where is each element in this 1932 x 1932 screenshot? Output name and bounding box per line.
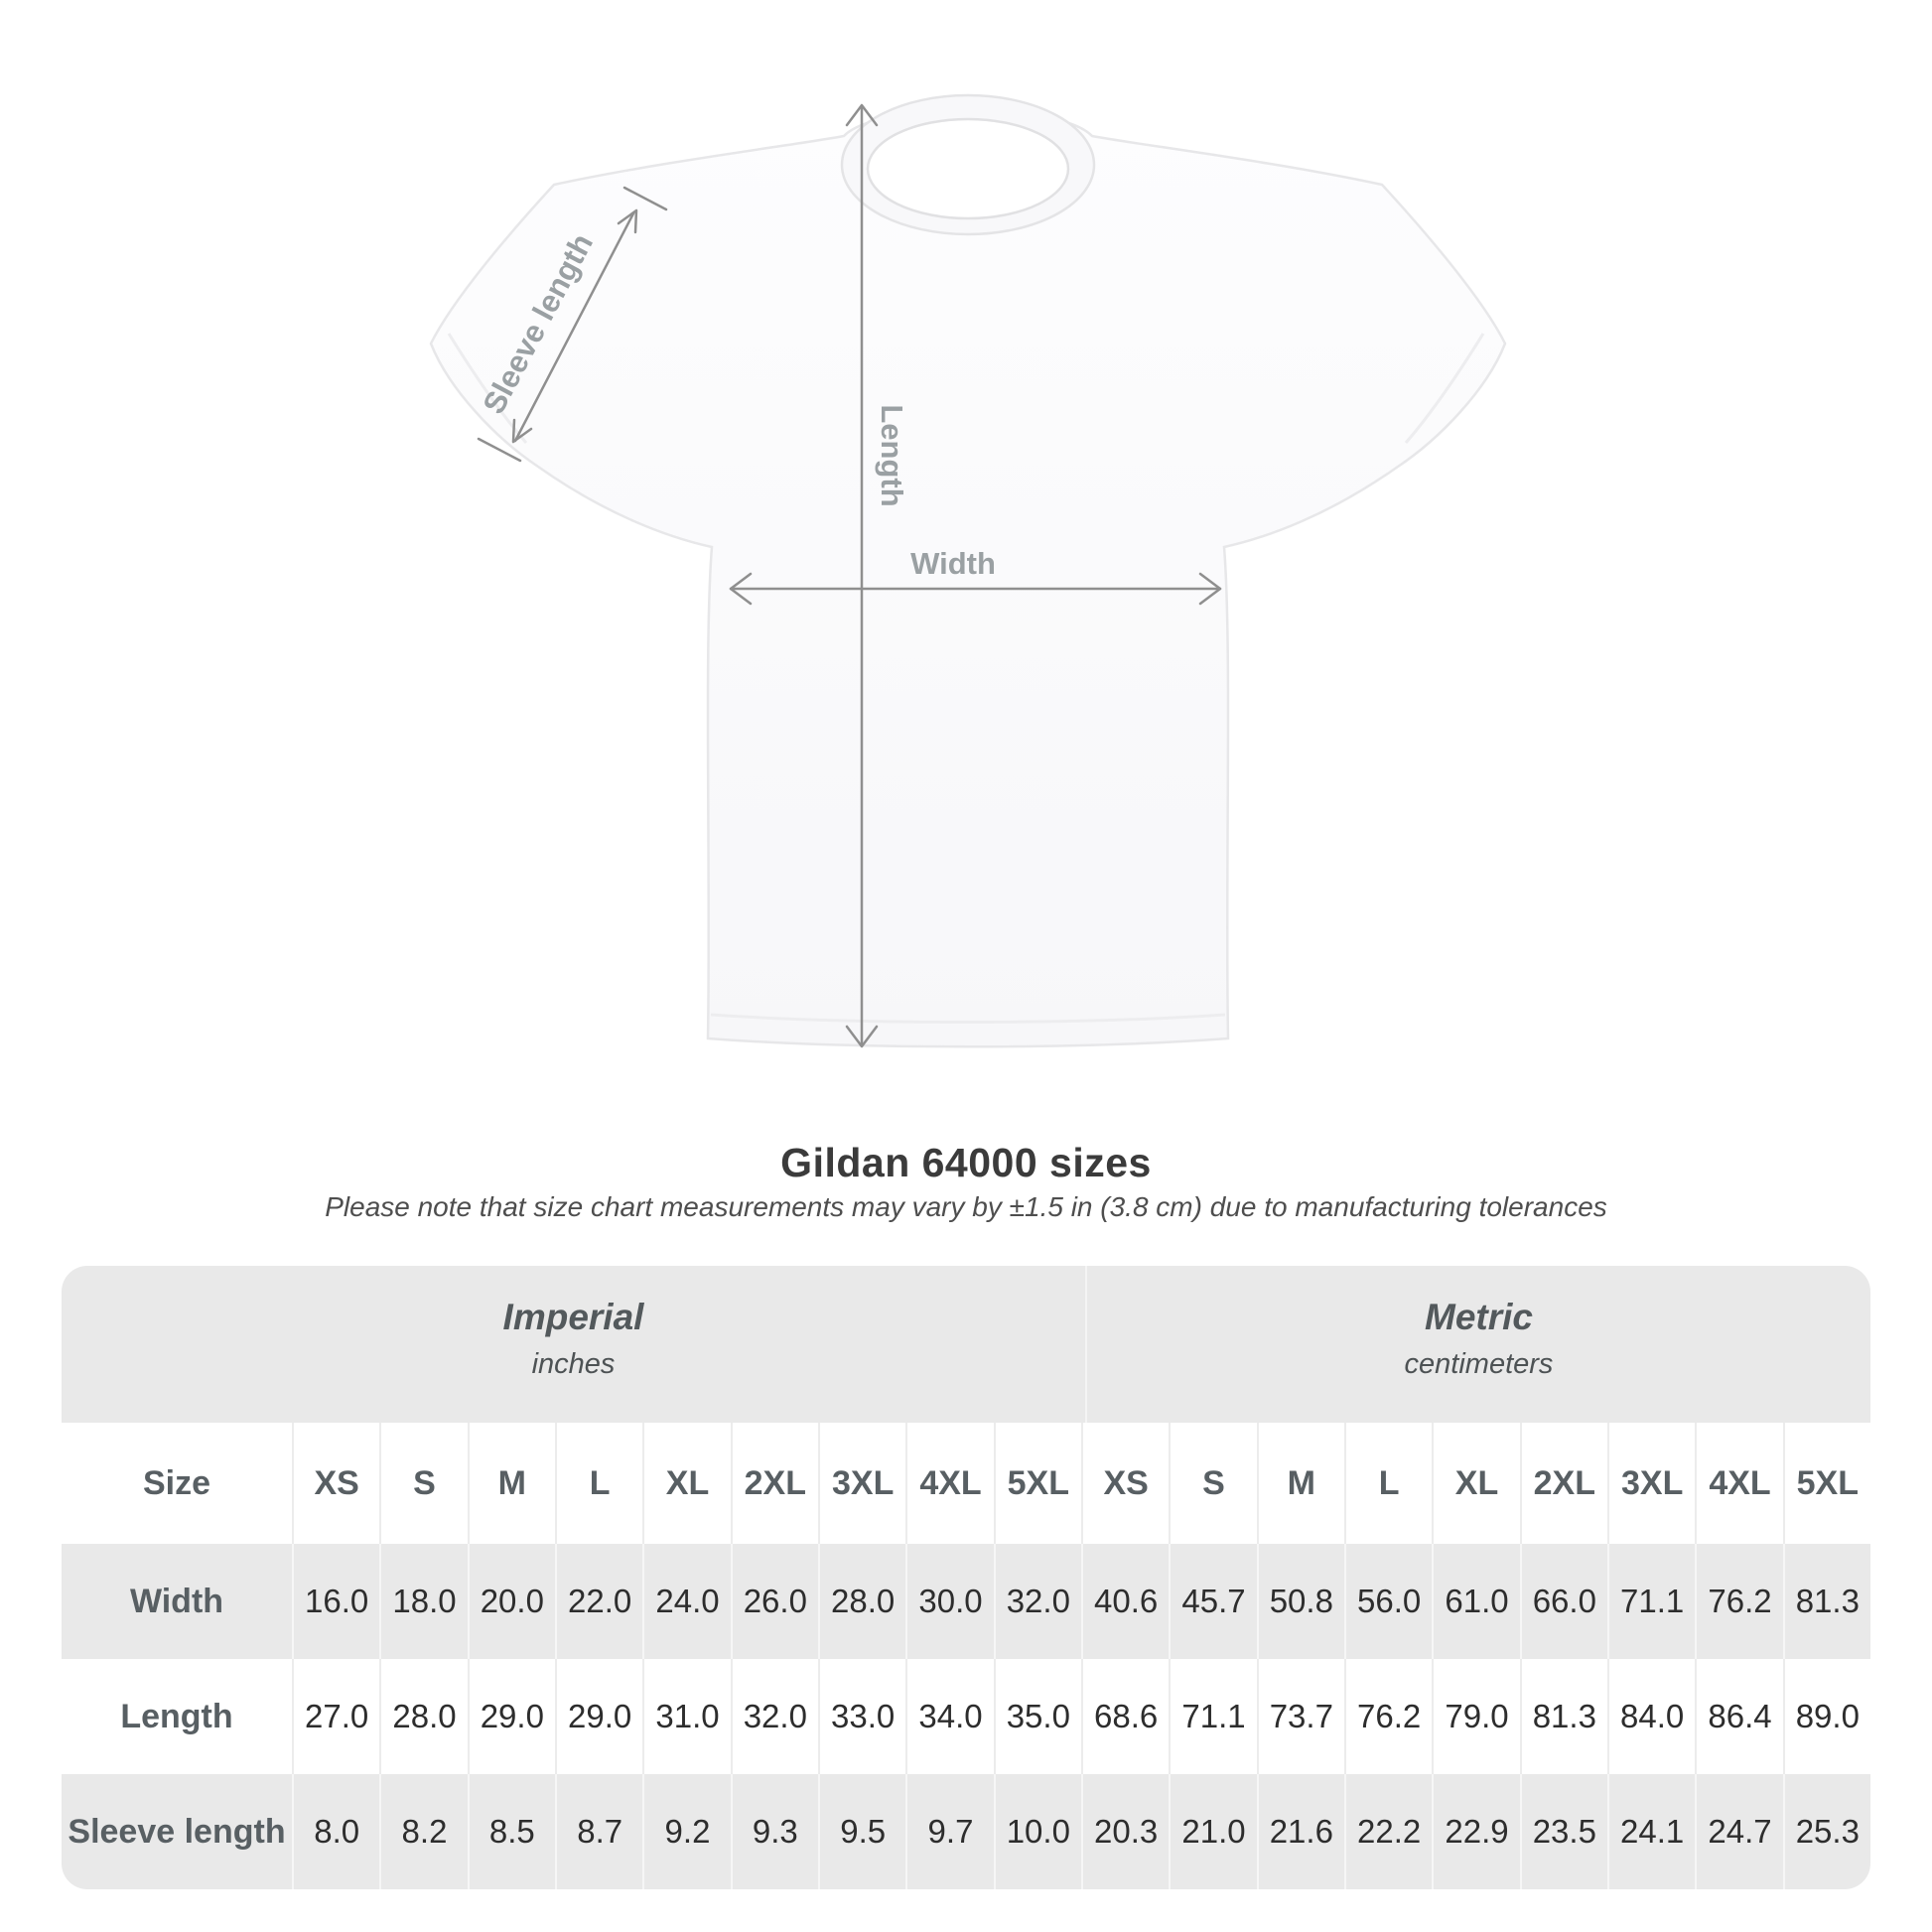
table-cell: 73.7 [1257, 1659, 1344, 1774]
size-col-imperial-3xl: 3XL [818, 1423, 905, 1544]
table-row-sleeve-length [62, 1774, 1870, 1889]
table-cell: 8.2 [379, 1774, 467, 1889]
table-cell: 29.0 [468, 1659, 555, 1774]
size-col-imperial-m: M [468, 1423, 555, 1544]
table-row-length [62, 1659, 1870, 1774]
size-col-metric-2xl: 2XL [1520, 1423, 1607, 1544]
table-cell: 28.0 [379, 1659, 467, 1774]
table-cell: 35.0 [994, 1659, 1081, 1774]
table-cell: 26.0 [731, 1544, 818, 1659]
table-cell: 32.0 [994, 1544, 1081, 1659]
size-header-row [62, 1423, 1870, 1544]
size-header-label: Size [142, 1463, 211, 1502]
table-cell: 50.8 [1257, 1544, 1344, 1659]
table-cell: 81.3 [1520, 1659, 1607, 1774]
table-cell: 84.0 [1607, 1659, 1695, 1774]
table-cell: 56.0 [1344, 1544, 1432, 1659]
row-label-length: Length [120, 1697, 233, 1735]
table-cell: 89.0 [1783, 1659, 1870, 1774]
table-cell: 22.9 [1432, 1774, 1519, 1889]
metric-header [1085, 1266, 1870, 1423]
page-title: Gildan 64000 sizes [780, 1140, 1152, 1185]
table-cell: 31.0 [642, 1659, 730, 1774]
table-cell: 33.0 [818, 1659, 905, 1774]
table-cell: 27.0 [292, 1659, 379, 1774]
table-cell: 20.3 [1081, 1774, 1169, 1889]
table-cell: 9.2 [642, 1774, 730, 1889]
table-cell: 8.7 [555, 1774, 642, 1889]
metric-unit: centimeters [1404, 1347, 1554, 1380]
table-cell: 81.3 [1783, 1544, 1870, 1659]
table-cell: 8.5 [468, 1774, 555, 1889]
size-col-imperial-5xl: 5XL [994, 1423, 1081, 1544]
table-cell: 28.0 [818, 1544, 905, 1659]
length-label: Length [875, 404, 909, 507]
table-cell: 24.1 [1607, 1774, 1695, 1889]
row-label-width: Width [129, 1582, 224, 1620]
size-col-imperial-l: L [555, 1423, 642, 1544]
table-cell: 24.0 [642, 1544, 730, 1659]
table-cell: 66.0 [1520, 1544, 1607, 1659]
table-cell: 61.0 [1432, 1544, 1519, 1659]
size-col-imperial-xs: XS [292, 1423, 379, 1544]
size-col-imperial-2xl: 2XL [731, 1423, 818, 1544]
size-col-metric-xl: XL [1432, 1423, 1519, 1544]
table-cell: 9.3 [731, 1774, 818, 1889]
table-cell: 71.1 [1169, 1659, 1256, 1774]
table-cell: 79.0 [1432, 1659, 1519, 1774]
size-col-imperial-s: S [379, 1423, 467, 1544]
size-col-metric-3xl: 3XL [1607, 1423, 1695, 1544]
table-cell: 9.5 [818, 1774, 905, 1889]
table-cell: 23.5 [1520, 1774, 1607, 1889]
table-cell: 40.6 [1081, 1544, 1169, 1659]
size-col-metric-l: L [1344, 1423, 1432, 1544]
table-cell: 21.0 [1169, 1774, 1256, 1889]
table-cell: 32.0 [731, 1659, 818, 1774]
table-cell: 34.0 [905, 1659, 993, 1774]
metric-title: Metric [1425, 1296, 1533, 1337]
table-cell: 29.0 [555, 1659, 642, 1774]
table-cell: 22.0 [555, 1544, 642, 1659]
table-cell: 25.3 [1783, 1774, 1870, 1889]
table-cell: 30.0 [905, 1544, 993, 1659]
unit-header-row [62, 1266, 1870, 1423]
table-cell: 8.0 [292, 1774, 379, 1889]
table-cell: 10.0 [994, 1774, 1081, 1889]
size-col-imperial-xl: XL [642, 1423, 730, 1544]
table-cell: 22.2 [1344, 1774, 1432, 1889]
table-cell: 9.7 [905, 1774, 993, 1889]
table-cell: 16.0 [292, 1544, 379, 1659]
table-cell: 71.1 [1607, 1544, 1695, 1659]
imperial-header [62, 1266, 1085, 1423]
table-cell: 24.7 [1695, 1774, 1782, 1889]
collar-inner [868, 119, 1068, 218]
tolerance-note: Please note that size chart measurements may vary by ±1.5 in (3.8 cm) due to manufacturing tolerances [325, 1191, 1607, 1222]
table-cell: 86.4 [1695, 1659, 1782, 1774]
row-label-sleeve-length: Sleeve length [68, 1812, 286, 1851]
sleeve-length-label: Sleeve length [476, 227, 601, 420]
table-cell: 68.6 [1081, 1659, 1169, 1774]
size-col-metric-xs: XS [1081, 1423, 1169, 1544]
table-cell: 45.7 [1169, 1544, 1256, 1659]
imperial-unit: inches [531, 1347, 616, 1380]
table-cell: 20.0 [468, 1544, 555, 1659]
table-row-width [62, 1544, 1870, 1659]
size-table [62, 1266, 1870, 1889]
size-col-imperial-4xl: 4XL [905, 1423, 993, 1544]
size-col-metric-4xl: 4XL [1695, 1423, 1782, 1544]
size-col-metric-m: M [1257, 1423, 1344, 1544]
table-cell: 21.6 [1257, 1774, 1344, 1889]
width-label: Width [910, 546, 996, 581]
table-cell: 18.0 [379, 1544, 467, 1659]
imperial-title: Imperial [502, 1296, 644, 1337]
table-cell: 76.2 [1695, 1544, 1782, 1659]
size-col-metric-s: S [1169, 1423, 1256, 1544]
table-cell: 76.2 [1344, 1659, 1432, 1774]
size-col-metric-5xl: 5XL [1783, 1423, 1870, 1544]
